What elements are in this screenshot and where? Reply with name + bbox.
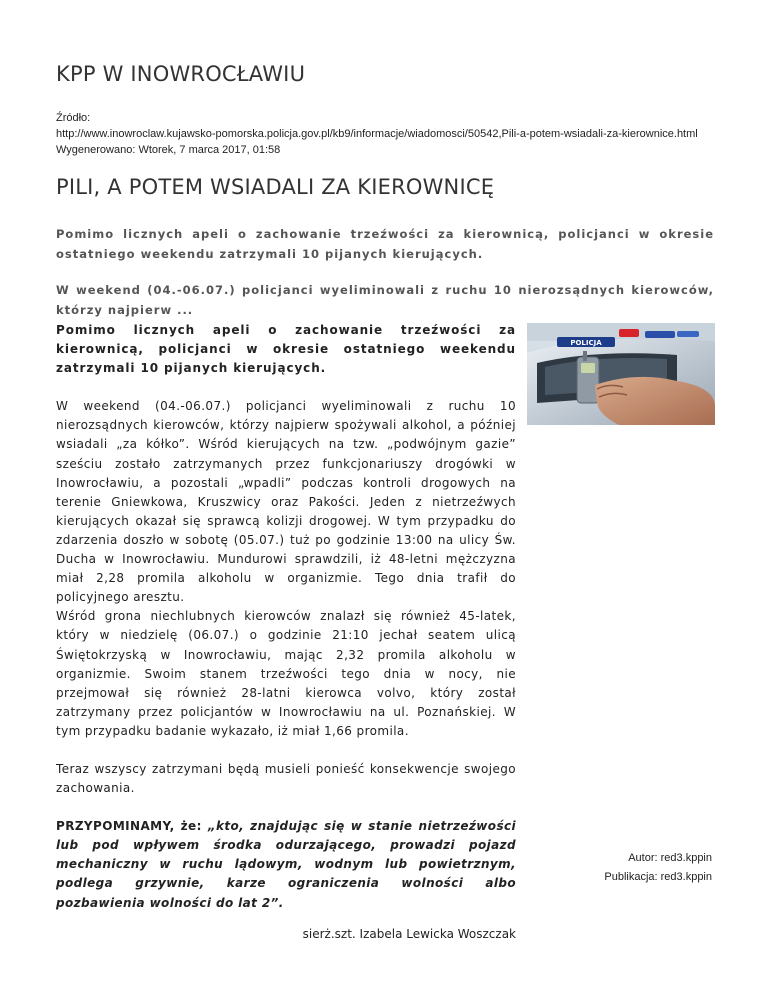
article-summary: W weekend (04.-06.07.) policjanci wyeliminowali z ruchu 10 nierozsądnych kierowców, którzy najpierw ... [56,283,714,317]
site-title: KPP W INOWROCŁAWIU [56,62,306,86]
reminder [56,817,516,912]
article-title: PILI, A POTEM WSIADALI ZA KIEROWNICĘ [56,175,495,199]
photo-police-sign: POLICJA [570,339,602,347]
article-lead: Pomimo licznych apeli o zachowanie trzeźwości za kierownicą, policjanci w okresie ostatniego weekendu zatrzymali 10 pijanych kierujących. [56,227,714,261]
footer-author: Autor: red3.kppin [628,852,712,864]
intro-bold: Pomimo licznych apeli o zachowanie trzeźwości za kierownicą, policjanci w okresie ostatniego weekendu zatrzymali 10 pijanych kierujących. [56,323,516,376]
breathalyzer-photo [527,323,715,425]
photo-illustration [527,323,715,425]
source-label: Źródło: [56,112,91,124]
paragraph-1: W weekend (04.-06.07.) policjanci wyeliminowali z ruchu 10 nierozsądnych kierowców, którzy najpierw spożywali alkohol, a później wsiadali „za kółko”. Wśród kierujących na tzw. „podwójnym gazie” sześciu zostało zatrzymanych przez funkcjonariuszy drogówki w Inowrocławiu, a pozostali „wpadli” podczas kontroli drogowych na terenie Gniewkowa, Kruszwicy oraz Pakości. Jeden z nietrzeźwych kierujących okazał się sprawcą kolizji drogowej. W tym przypadku do zdarzenia doszło w sobotę (05.07.) tuż po godzinie 13:00 na ulicy Św. Ducha w Inowrocławiu. Mundurowi sprawdzili, iż 48-letni mężczyzna miał 2,28 promila alkoholu w organizmie. Tego dnia trafił do policyjnego aresztu. [56,399,516,605]
generated-date: Wygenerowano: Wtorek, 7 marca 2017, 01:58 [56,144,281,156]
paragraph-2: Wśród grona niechlubnych kierowców znalazł się również 45-latek, który w niedzielę (06.07.) o godzinie 21:10 jechał seatem ulicą Świętokrzyską w Inowrocławiu, mając 2,32 promila alkoholu w organizmie. Swoim stanem trzeźwości tego dnia w nocy, nie przejmował się również 28-latni kierowca volvo, który został zatrzymany przez policjantów w Inowrocławiu na ul. Poznańskiej. W tym przypadku badanie wykazało, iż miał 1,66 promila. [56,609,516,738]
article-body [56,321,516,944]
reminder-label: PRZYPOMINAMY, że: [56,819,202,834]
signature: sierż.szt. Izabela Lewicka Woszczak [302,926,516,941]
source-url: http://www.inowroclaw.kujawsko-pomorska.policja.gov.pl/kb9/informacje/wiadomosci/50542,Pili-a-potem-wsiadali-za-kierownice.html [56,128,698,140]
footer [604,849,712,887]
source-meta [56,110,716,158]
footer-publication: Publikacja: red3.kppin [604,871,712,883]
paragraph-3: Teraz wszyscy zatrzymani będą musieli ponieść konsekwencje swojego zachowania. [56,761,516,796]
reminder-quote: „kto, znajdując się w stanie nietrzeźwości lub pod wpływem środka odurzającego, prowadzi pojazd mechaniczny w ruchu lądowym, wodnym lub powietrznym, podlega grzywnie, karze ograniczenia wolności albo pozbawienia wolności do lat 2”. [56,819,517,910]
